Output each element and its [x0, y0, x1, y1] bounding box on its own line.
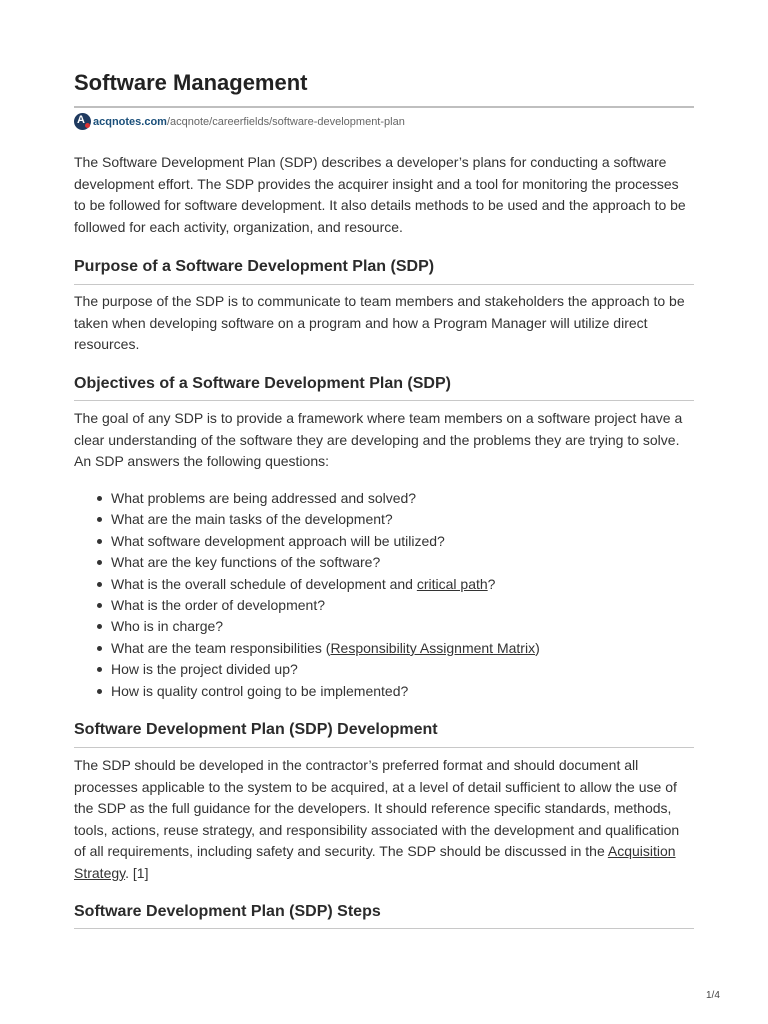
questions-list	[74, 488, 694, 702]
list-item: What problems are being addressed and solved?	[74, 488, 694, 509]
source-domain: acqnotes.com	[93, 116, 167, 128]
list-item: What is the order of development?	[74, 595, 694, 616]
list-item: What are the key functions of the software?	[74, 552, 694, 573]
purpose-heading: Purpose of a Software Development Plan (SDP)	[74, 258, 435, 275]
steps-divider	[74, 928, 694, 929]
list-item: What is the overall schedule of development and critical path?	[74, 574, 694, 595]
responsibility-matrix-link[interactable]: Responsibility Assignment Matrix	[330, 639, 536, 656]
list-item: What are the main tasks of the development?	[74, 509, 694, 530]
source-link[interactable]	[91, 112, 405, 130]
list-item: What software development approach will be utilized?	[74, 531, 694, 552]
development-divider	[74, 747, 694, 748]
page-number: 1/4	[706, 990, 720, 1001]
source-path: /acqnote/careerfields/software-development-plan	[166, 116, 405, 128]
steps-heading: Software Development Plan (SDP) Steps	[74, 903, 381, 920]
list-item: How is the project divided up?	[74, 659, 694, 680]
objectives-divider	[74, 400, 694, 401]
source-line	[74, 112, 405, 130]
list-item: What are the team responsibilities (Responsibility Assignment Matrix)	[74, 638, 694, 659]
critical-path-link[interactable]: critical path	[416, 575, 488, 592]
purpose-paragraph: The purpose of the SDP is to communicate to team members and stakeholders the approach to be taken when developing software on a program and how a Program Manager will utilize direct resources.	[74, 293, 685, 352]
intro-paragraph: The Software Development Plan (SDP) describes a developer’s plans for conducting a software development effort. The SDP provides the acquirer insight and a tool for monitoring the processes to be followed for software development. It also details methods to be used and the approach to be followed for each activity, organization, and resource.	[74, 154, 686, 235]
objectives-heading: Objectives of a Software Development Plan (SDP)	[74, 375, 451, 392]
objectives-paragraph: The goal of any SDP is to provide a framework where team members on a software project have a clear understanding of the software they are developing and the problems they are trying to solve. An SDP answers the following questions:	[74, 410, 683, 469]
purpose-divider	[74, 284, 694, 285]
development-heading: Software Development Plan (SDP) Development	[74, 721, 438, 738]
acqnotes-logo-icon	[74, 113, 91, 130]
acquisition-strategy-link[interactable]: Acquisition Strategy	[74, 843, 676, 881]
development-paragraph: The SDP should be developed in the contractor’s preferred format and should document all processes applicable to the system to be acquired, at a level of detail sufficient to allow the use of the SDP as the full guidance for the developers. It should reference specific standards, methods, tools, actions, reuse strategy, and responsibility associated with the development and qualification of all requirements, including safety and security. The SDP should be discussed in the Acquisition Strategy. [1]	[74, 757, 680, 881]
list-item: Who is in charge?	[74, 616, 694, 637]
list-item: How is quality control going to be implemented?	[74, 681, 694, 702]
page-title: Software Management	[74, 70, 308, 95]
title-divider	[74, 106, 694, 108]
